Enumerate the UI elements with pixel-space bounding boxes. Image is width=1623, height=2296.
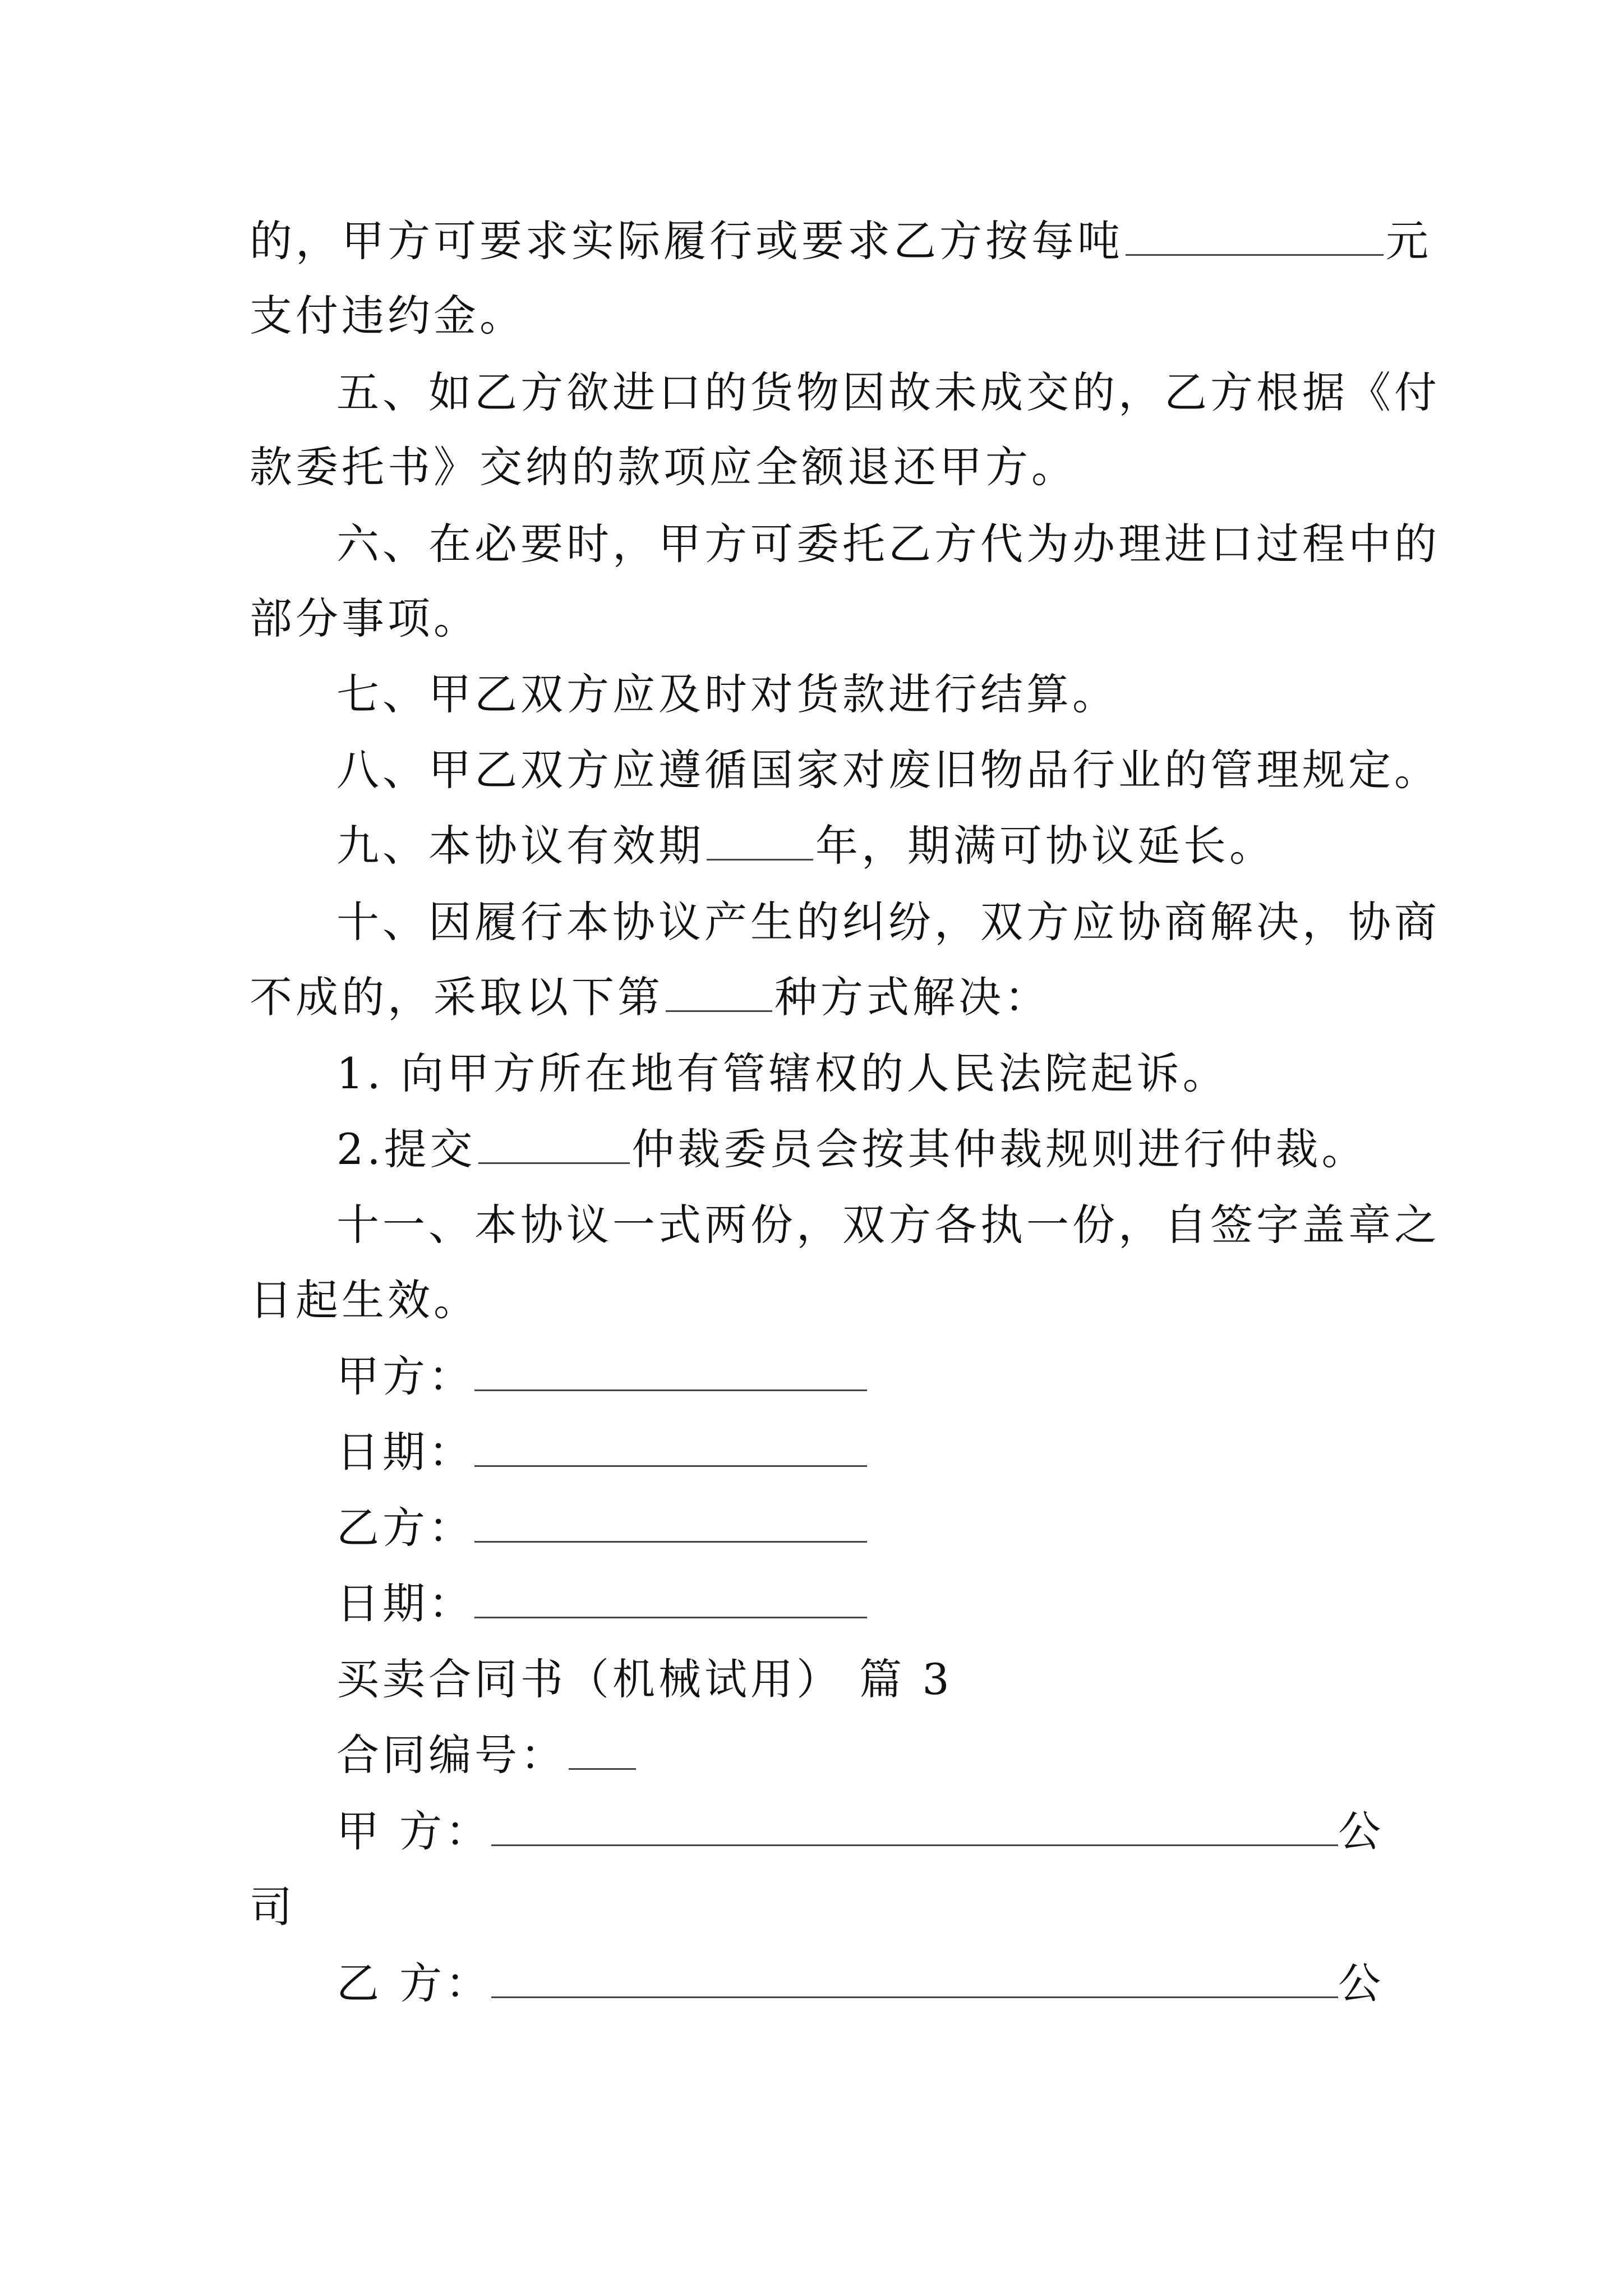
party-a-blank: [491, 1807, 1338, 1846]
option-2: [336, 1122, 1368, 1176]
signature-date-2-blank: [474, 1580, 867, 1618]
para5-line2: 款委托书》交纳的款项应全额退还甲方。: [250, 442, 1077, 492]
party-a-wrap: 司: [250, 1882, 296, 1932]
party-a-suffix: 公: [1338, 1806, 1385, 1856]
validity-years-blank: [707, 822, 813, 861]
signature-party-b: [336, 1501, 867, 1555]
signature-party-a: [336, 1350, 867, 1404]
para4-line2: 支付违约金。: [250, 291, 525, 341]
signature-party-b-blank: [474, 1504, 867, 1543]
signature-date-1-blank: [474, 1428, 867, 1467]
para10-text-end: 种方式解决：: [774, 972, 1050, 1022]
para9-text-end: 年，期满可协议延长。: [815, 821, 1275, 871]
para10-text: 不成的，采取以下第: [250, 972, 663, 1022]
party-b-suffix: 公: [1338, 1958, 1385, 2008]
para11-line2: 日起生效。: [250, 1275, 479, 1325]
para7: 七、甲乙双方应及时对货款进行结算。: [336, 669, 1118, 719]
option-1: 1. 向甲方所在地有管辖权的人民法院起诉。: [336, 1048, 1229, 1098]
party-b-line: [336, 1957, 1384, 2010]
option2-text-end: 仲裁委员会按其仲裁规则进行仲裁。: [631, 1124, 1368, 1174]
party-b-blank: [491, 1959, 1338, 1998]
signature-party-b-label: 乙方：: [336, 1503, 474, 1553]
para4-text: 的，甲方可要求实际履行或要求乙方按每吨: [250, 216, 1123, 266]
para6-line2: 部分事项。: [250, 593, 479, 643]
para4-unit: 元: [1386, 216, 1432, 266]
arbitration-committee-blank: [478, 1125, 630, 1164]
signature-date-1: [336, 1425, 867, 1479]
signature-party-a-label: 甲方：: [336, 1351, 474, 1401]
price-per-ton-blank: [1126, 217, 1384, 256]
para9: [336, 819, 1275, 873]
party-a-label: 甲 方：: [336, 1806, 492, 1856]
para10-line2: [250, 970, 1050, 1024]
para4-line1: [250, 214, 1432, 268]
signature-date-1-label: 日期：: [336, 1427, 474, 1477]
party-a-line: [336, 1805, 1384, 1858]
para9-text: 九、本协议有效期: [336, 821, 704, 871]
signature-date-2-label: 日期：: [336, 1579, 474, 1628]
dispute-method-blank: [666, 973, 772, 1012]
para6-line1: 六、在必要时，甲方可委托乙方代为办理进口过程中的: [336, 519, 1440, 569]
contract-number-blank: [569, 1731, 636, 1770]
signature-date-2: [336, 1577, 867, 1631]
para5-line1: 五、如乙方欲进口的货物因故未成交的，乙方根据《付: [336, 367, 1440, 417]
option2-text: 2.提交: [336, 1124, 476, 1174]
section-title: 买卖合同书（机械试用） 篇 3: [336, 1654, 953, 1704]
contract-number: [336, 1728, 638, 1782]
party-b-label: 乙 方：: [336, 1958, 492, 2008]
signature-party-a-blank: [474, 1352, 867, 1391]
contract-number-label: 合同编号：: [336, 1730, 566, 1780]
para10-line1: 十、因履行本协议产生的纠纷，双方应协商解决，协商: [336, 897, 1440, 947]
para11-line1: 十一、本协议一式两份，双方各执一份，自签字盖章之: [336, 1200, 1440, 1250]
para8: 八、甲乙双方应遵循国家对废旧物品行业的管理规定。: [336, 745, 1440, 795]
